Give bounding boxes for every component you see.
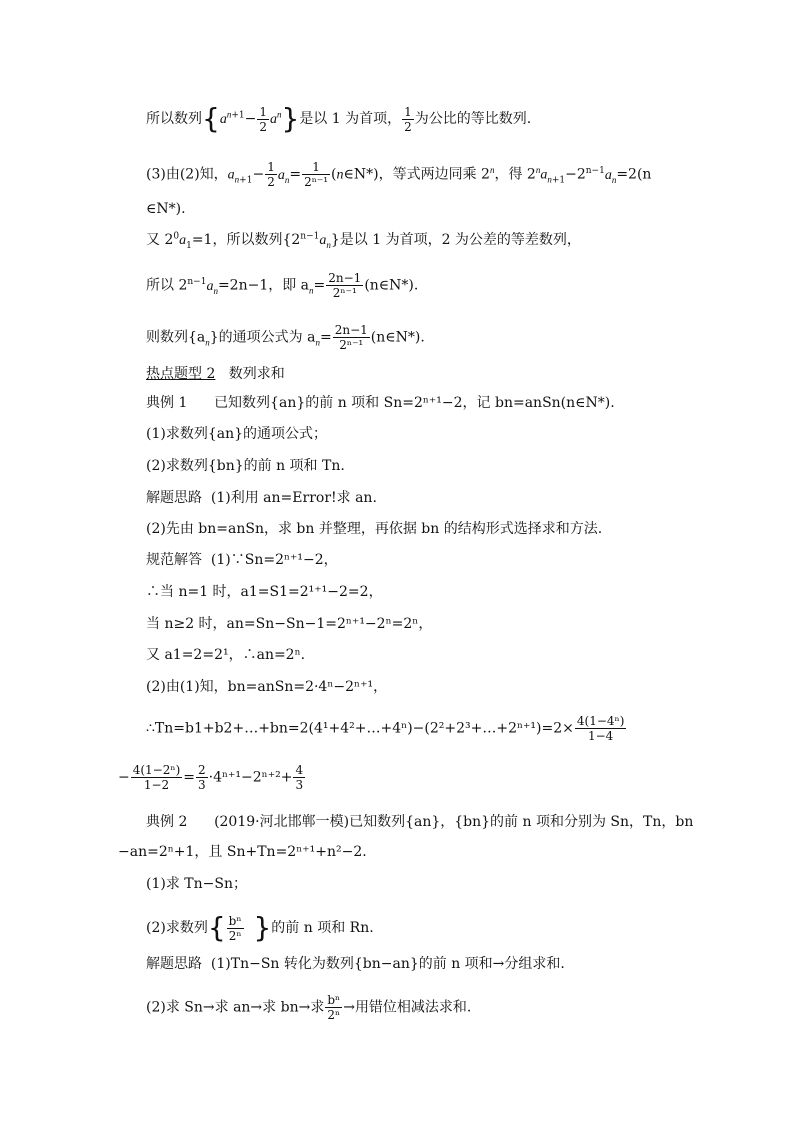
fraction: $\frac{2n-1}{\text{2ⁿ⁻¹}}$	[328, 271, 362, 300]
section-heading	[146, 364, 285, 384]
text-line-4: 又 $2^0a_1=1$，所以数列$\{2^{n-1}a_n\}$是以 1 为首项，2 为公差的等差数列，	[146, 231, 581, 251]
text-line-23: (2)求数列{ $\frac{\text{bⁿ}}{\text{2ⁿ}}$ }的前 n 项和 Rn.	[146, 911, 374, 944]
right-brace: }	[253, 911, 272, 944]
example-1: 典例 1 已知数列{an}的前 n 项和 Sn=2ⁿ⁺¹−2，记 bn=anSn(n∈N*).	[146, 395, 615, 411]
left-brace: {	[207, 911, 226, 944]
text-line-2: (3)由(2)知，$a_{n+1}-$ $\frac{1}{2}$ $a_n=$ $\frac{1}{\text{2ⁿ⁻¹}}$ (n∈N*)，等式两边同乘 2$^n$，得 $2^na_{n+1}-2^{n-1}a_n=2(n$	[146, 160, 652, 189]
text-line-12: (2)先由 bn=anSn，求 bn 并整理，再依据 bn 的结构形式选择求和方法.	[146, 521, 603, 537]
text-line-6: 则数列$\{a_n\}$的通项公式为 $a_n=$ $\frac{2n-1}{\text{2ⁿ⁻¹}}$ (n∈N*).	[146, 323, 425, 352]
example-label: 典例 2	[146, 814, 188, 830]
fraction: $\frac{4}{3}$	[295, 763, 304, 792]
text-line-24: 解题思路 (1)Tn−Sn 转化为数列{bn−an}的前 n 项和→分组求和.	[146, 956, 565, 972]
fraction: $\frac{\text{bⁿ}}{\text{2ⁿ}}$	[228, 913, 242, 943]
fraction: $\frac{2}{3}$	[197, 763, 206, 792]
text-line-19: − $\frac{\text{4(1−2ⁿ)}}{1-2}$ = $\frac{2}{3}$ ·4ⁿ⁺¹−2ⁿ⁺²+ $\frac{4}{3}$	[118, 763, 304, 792]
text-line-15: 当 n≥2 时，an=Sn−Sn−1=2ⁿ⁺¹−2ⁿ=2ⁿ，	[146, 616, 433, 632]
text-line-18: ∴Tn=b1+b2+…+bn=2(4¹+4²+…+4ⁿ)−(2²+2³+…+2ⁿ⁺¹)=2× $\frac{\text{4(1−4ⁿ)}}{1-4}$	[146, 714, 625, 743]
approach-label: 解题思路	[146, 956, 202, 972]
text: 是以 1 为首项，	[299, 111, 402, 127]
text-line-17: (2)由(1)知，bn=anSn=2·4ⁿ−2ⁿ⁺¹，	[146, 679, 388, 695]
text: 所以数列	[146, 111, 202, 127]
text-line-5: 所以 $2^{n-1}a_n=2n-1$，即 $a_n=$ $\frac{2n-1}{\text{2ⁿ⁻¹}}$ (n∈N*).	[146, 271, 419, 300]
approach-label: 解题思路	[146, 490, 202, 506]
fraction: $\frac{1}{2}$	[259, 104, 267, 134]
text-line-16: 又 a1=2=2¹，∴an=2ⁿ.	[146, 647, 306, 663]
fraction: $\frac{1}{\text{2ⁿ⁻¹}}$	[304, 160, 329, 189]
section-topic: 数列求和	[228, 366, 285, 382]
text-line-9: (1)求数列{an}的通项公式；	[146, 426, 328, 442]
text-line-14: ∴当 n=1 时，a1=S1=2¹⁺¹−2=2，	[146, 584, 383, 600]
text-line-10: (2)求数列{bn}的前 n 项和 Tn.	[146, 458, 345, 474]
fraction: $\frac{2n-1}{\text{2ⁿ⁻¹}}$	[334, 323, 368, 352]
fraction: $\frac{\text{bⁿ}}{\text{2ⁿ}}$	[327, 993, 341, 1022]
text-line-22: (1)求 Tn−Sn；	[146, 876, 247, 892]
example-label: 典例 1	[146, 395, 188, 411]
text-line-1: 所以数列{$a^{n+1}-$ $\frac{1}{2}$ $a^n$}是以 1 为首项， $\frac{1}{2}$ 为公比的等比数列.	[146, 102, 532, 135]
left-brace: {	[202, 102, 220, 135]
fraction: $\frac{1}{2}$	[404, 104, 412, 134]
text: 为公比的等比数列.	[414, 111, 532, 127]
example-2: 典例 2 (2019·河北邯郸一模)已知数列{an}，{bn}的前 n 项和分别为 Sn，Tn，bn	[146, 814, 694, 830]
fraction: $\frac{1}{2}$	[267, 160, 275, 189]
right-brace: }	[281, 102, 300, 135]
text-line-13: 规范解答 (1)∵Sn=2ⁿ⁺¹−2，	[146, 552, 338, 568]
solution-label: 规范解答	[146, 552, 202, 568]
text-line-25: (2)求 Sn→求 an→求 bn→求 $\frac{\text{bⁿ}}{\text{2ⁿ}}$ →用错位相减法求和.	[146, 993, 472, 1022]
fraction: $\frac{\text{4(1−4ⁿ)}}{1-4}$	[576, 714, 625, 743]
text-line-3: ∈N*).	[146, 201, 186, 217]
fraction: $\frac{\text{4(1−2ⁿ)}}{1-2}$	[132, 763, 181, 792]
section-label: 热点题型 2	[146, 366, 216, 382]
text-line-21: −an=2ⁿ+1，且 Sn+Tn=2ⁿ⁺¹+n²−2.	[118, 844, 367, 860]
text-line-11: 解题思路 (1)利用 an=Error!求 an.	[146, 490, 377, 506]
